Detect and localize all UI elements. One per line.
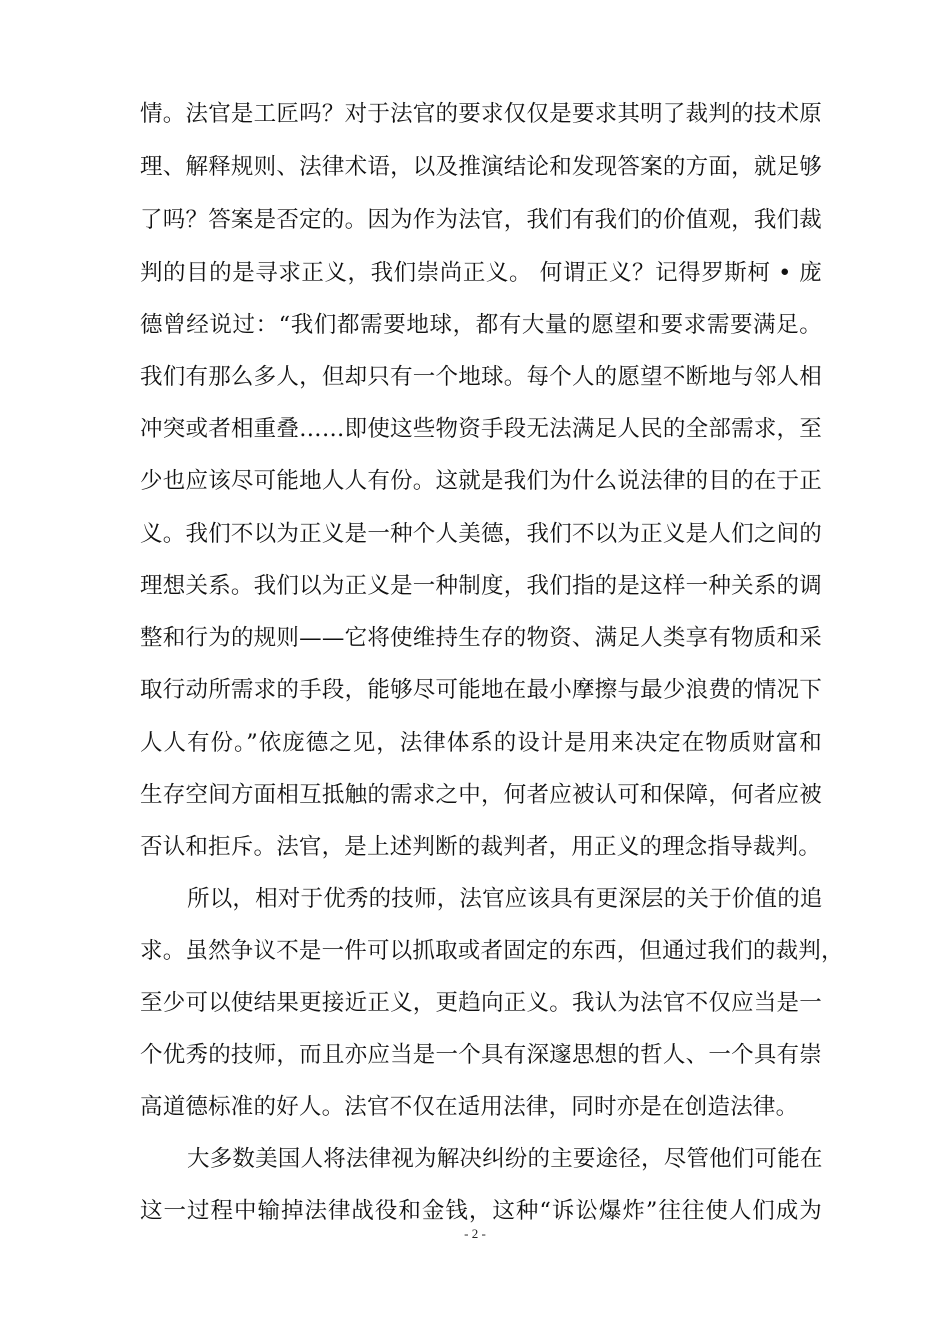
text-line: 理想关系。我们以为正义是一种制度，我们指的是这样一种关系的调 xyxy=(140,573,822,599)
text-line: 取行动所需求的手段，能够尽可能地在最小摩擦与最少浪费的情况下 xyxy=(140,677,822,703)
text-line: 至少可以使结果更接近正义，更趋向正义。我认为法官不仅应当是一 xyxy=(140,990,822,1016)
text-line: 冲突或者相重叠……即使这些物资手段无法满足人民的全部需求，至 xyxy=(140,416,822,442)
text-line: 这一过程中输掉法律战役和金钱，这种“诉讼爆炸”往往使人们成为 xyxy=(140,1198,822,1224)
text-line: 情。法官是工匠吗？对于法官的要求仅仅是要求其明了裁判的技术原 xyxy=(140,101,822,127)
paragraph-first-line: 大多数美国人将法律视为解决纠纷的主要途径，尽管他们可能在 xyxy=(187,1146,823,1172)
text-line: 整和行为的规则——它将使维持生存的物资、满足人类享有物质和采 xyxy=(140,625,822,651)
text-line: 义。我们不以为正义是一种个人美德，我们不以为正义是人们之间的 xyxy=(140,521,822,547)
text-line: 少也应该尽可能地人人有份。这就是我们为什么说法律的目的在于正 xyxy=(140,468,822,494)
text-line: 了吗？答案是否定的。因为作为法官，我们有我们的价值观，我们裁 xyxy=(140,207,822,233)
text-line: 否认和拒斥。法官，是上述判断的裁判者，用正义的理念指导裁判。 xyxy=(140,834,822,860)
page-number: - 2 - xyxy=(464,1226,486,1241)
text-line: 生存空间方面相互抵触的需求之中，何者应被认可和保障，何者应被 xyxy=(140,782,822,808)
text-line: 德曾经说过：“我们都需要地球，都有大量的愿望和要求需要满足。 xyxy=(140,312,822,338)
text-line: 求。虽然争议不是一件可以抓取或者固定的东西，但通过我们的裁判， xyxy=(140,938,844,964)
text-line: 个优秀的技师，而且亦应当是一个具有深邃思想的哲人、一个具有崇 xyxy=(140,1042,822,1068)
text-line: 人人有份。”依庞德之见，法律体系的设计是用来决定在物质财富和 xyxy=(140,730,822,756)
paragraph-first-line: 所以，相对于优秀的技师，法官应该具有更深层的关于价值的追 xyxy=(187,886,823,912)
text-line: 我们有那么多人，但却只有一个地球。每个人的愿望不断地与邻人相 xyxy=(140,364,822,390)
text-line: 判的目的是寻求正义，我们崇尚正义。 何谓正义？记得罗斯柯 • 庞 xyxy=(140,260,822,286)
text-line: 理、解释规则、法律术语，以及推演结论和发现答案的方面，就足够 xyxy=(140,154,822,180)
text-line: 高道德标准的好人。法官不仅在适用法律，同时亦是在创造法律。 xyxy=(140,1094,799,1120)
